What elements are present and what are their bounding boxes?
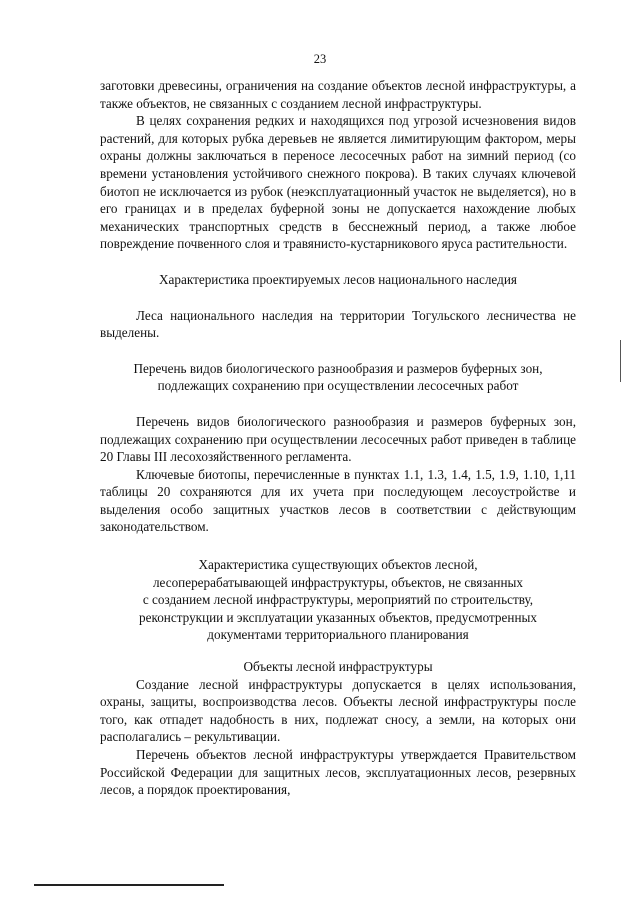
document-body	[100, 77, 576, 799]
heading-biodiversity-line-2: подлежащих сохранению при осуществлении лесосечных работ	[157, 378, 519, 394]
heading-infrastructure-line-4: реконструкции и эксплуатации указанных объектов, предусмотренных	[139, 609, 537, 625]
paragraph-key-biotopes: Ключевые биотопы, перечисленные в пунктах 1.1, 1.3, 1.4, 1.5, 1.9, 1.10, 1,11 таблицы 20 сохраняются для их учета при последующем лесоустройстве и выделения особо защитных участков лесов в соответствии с действующим законодательством.	[100, 466, 576, 535]
paragraph-infrastructure-list: Перечень объектов лесной инфраструктуры утверждается Правительством Российской Федерации для защитных лесов, эксплуатационных лесов, резервных лесов, а порядок проектирования,	[100, 747, 576, 798]
paragraph-continuation: заготовки древесины, ограничения на создание объектов лесной инфраструктуры, а также объектов, не связанных с созданием лесной инфраструктуры.	[100, 78, 576, 111]
heading-infrastructure-line-5: документами территориального планирования	[207, 627, 469, 643]
heading-infrastructure-line-3: с созданием лесной инфраструктуры, мероприятий по строительству,	[142, 592, 534, 608]
margin-scan-mark	[620, 340, 621, 382]
heading-infrastructure-line-2: лесоперерабатывающей инфраструктуры, объектов, не связанных	[152, 574, 524, 590]
heading-national-heritage-forests: Характеристика проектируемых лесов национального наследия	[159, 271, 517, 287]
paragraph-national-heritage-none: Леса национального наследия на территории Тогульского лесничества не выделены.	[100, 307, 576, 341]
page-number: 23	[313, 52, 327, 66]
heading-biodiversity-line-1: Перечень видов биологического разнообразия и размеров буферных зон,	[133, 360, 543, 376]
heading-infrastructure-line-1: Характеристика существующих объектов лесной,	[198, 557, 478, 573]
paragraph-biodiversity-list: Перечень видов биологического разнообразия и размеров буферных зон, подлежащих сохранению при осуществлении лесосечных работ приведен в таблице 20 Главы III лесохозяйственного регламента.	[100, 413, 576, 465]
paragraph-infrastructure-creation: Создание лесной инфраструктуры допускается в целях использования, охраны, защиты, воспроизводства лесов. Объекты лесной инфраструктуры после того, как отпадет надобность в них, подлежат сносу, а земли, на которых они располагались – рекультивации.	[100, 676, 576, 745]
heading-forest-infrastructure-objects: Объекты лесной инфраструктуры	[243, 659, 433, 675]
paragraph-rare-species-protection: В целях сохранения редких и находящихся под угрозой исчезновения видов растений, для которых рубка деревьев не является лимитирующим фактором, меры охраны должны заключаться в переносе лесосечных работ на зимний период (со времени установления устойчивого снежного покрова). В таких случаях ключевой биотоп не исключается из рубок (неэксплуатационный участок не выделяется), но в его границах и в пределах буферной зоны не допускается нахождение любых механических транспортных средств в бесснежный период, а также любое повреждение почвенного слоя и травянисто-кустарникового яруса растительности.	[100, 113, 576, 252]
footer-rule	[34, 884, 224, 886]
